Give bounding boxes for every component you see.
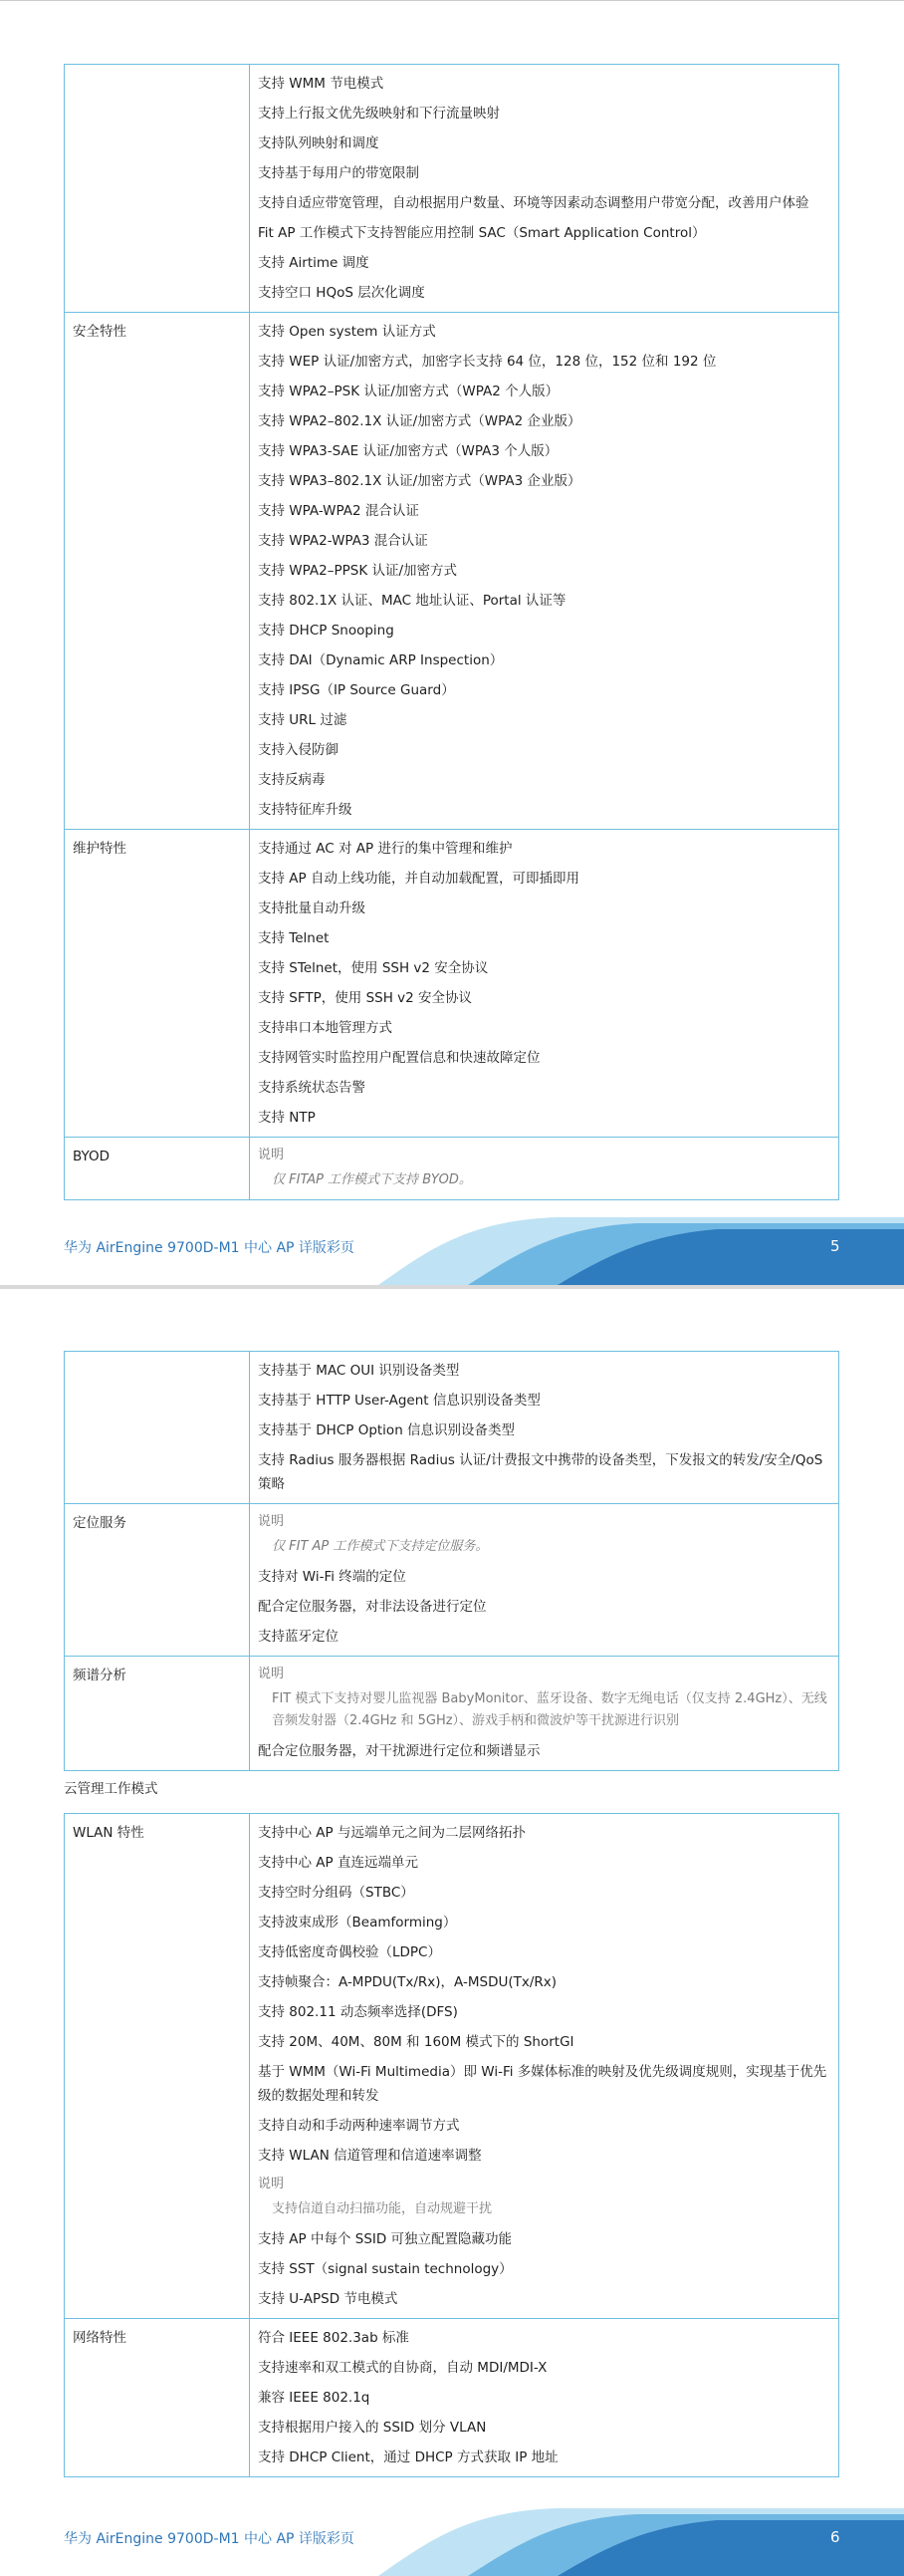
feature-line: 支持通过 AC 对 AP 进行的集中管理和维护 [258,841,513,857]
note-text: 仅 FITAP 工作模式下支持 BYOD。 [272,1172,472,1187]
row-label: 定位服务 [65,1504,250,1657]
row-label [65,1352,250,1504]
table-row [65,1814,839,2319]
feature-line: 支持上行报文优先级映射和下行流量映射 [258,106,500,122]
feature-line: 支持自动和手动两种速率调节方式 [258,2118,460,2134]
feature-line: 支持 SFTP，使用 SSH v2 安全协议 [258,990,473,1006]
feature-line: 支持对 Wi-Fi 终端的定位 [258,1569,406,1585]
feature-line: 支持根据用户接入的 SSID 划分 VLAN [258,2420,487,2436]
row-content [250,1657,839,1771]
row-label: BYOD [65,1138,250,1200]
feature-line: 支持特征库升级 [258,802,352,818]
feature-line: 支持基于 MAC OUI 识别设备类型 [258,1363,460,1379]
note-title: 说明 [258,2177,285,2191]
feature-line: 支持 Open system 认证方式 [258,324,436,340]
footer-title: 华为 AirEngine 9700D-M1 中心 AP 详版彩页 [64,2531,354,2547]
feature-line: 基于 WMM（Wi-Fi Multimedia）即 Wi-Fi 多媒体标准的映射及优先级调度规则，实现基于优先级的数据处理和转发 [258,2064,827,2104]
feature-line: 支持 WPA3-SAE 认证/加密方式（WPA3 个人版） [258,443,559,459]
feature-line: 支持低密度奇偶校验（LDPC） [258,1944,441,1960]
page-number: 6 [830,2528,840,2546]
table-row [65,1504,839,1657]
feature-line: 支持 IPSG（IP Source Guard） [258,682,455,698]
feature-line: 支持 STelnet，使用 SSH v2 安全协议 [258,960,489,976]
feature-line: 支持 NTP [258,1110,316,1126]
row-content [250,1352,839,1504]
feature-line: 支持 DHCP Snooping [258,623,394,639]
feature-line: 支持蓝牙定位 [258,1629,339,1645]
footer-title: 华为 AirEngine 9700D-M1 中心 AP 详版彩页 [64,1240,354,1256]
feature-line: 支持中心 AP 直连远端单元 [258,1855,418,1871]
feature-line: 支持 WPA2–PPSK 认证/加密方式 [258,563,458,579]
note-title: 说明 [258,1514,285,1529]
spec-table-page5 [64,64,839,1200]
row-content [250,1504,839,1657]
feature-line: 支持基于每用户的带宽限制 [258,165,419,181]
page-footer [0,1215,904,1285]
page-number: 5 [830,1237,840,1255]
row-label: WLAN 特性 [65,1814,250,2319]
row-content [250,313,839,830]
page-footer [0,2506,904,2576]
page-top-border [0,0,904,1]
feature-line: 支持系统状态告警 [258,1080,365,1096]
feature-line: 支持 Airtime 调度 [258,255,369,271]
feature-line: 支持 WEP 认证/加密方式，加密字长支持 64 位，128 位，152 位和 192 位 [258,354,717,370]
row-content [250,830,839,1138]
feature-line: 支持 DHCP Client，通过 DHCP 方式获取 IP 地址 [258,2449,559,2465]
feature-line: 支持基于 DHCP Option 信息识别设备类型 [258,1422,516,1438]
section-title: 云管理工作模式 [64,1781,158,1797]
note-text: FIT 模式下支持对婴儿监视器 BabyMonitor、蓝牙设备、数字无绳电话（仅支持 2.4GHz）、无线音频发射器（2.4GHz 和 5GHz）、游戏手柄和微波炉等干扰源进行识别 [272,1691,827,1728]
feature-line: 支持入侵防御 [258,742,339,758]
feature-line: 支持中心 AP 与远端单元之间为二层网络拓扑 [258,1825,526,1841]
row-content [250,2319,839,2477]
page-6 [0,1289,904,2576]
row-label [65,65,250,313]
feature-line: 支持 Radius 服务器根据 Radius 认证/计费报文中携带的设备类型，下发报文的转发/安全/QoS 策略 [258,1452,823,1492]
feature-line: 支持 AP 中每个 SSID 可独立配置隐藏功能 [258,2231,513,2247]
feature-line: 配合定位服务器，对非法设备进行定位 [258,1599,487,1615]
feature-line: 支持 U-APSD 节电模式 [258,2291,398,2307]
row-label: 安全特性 [65,313,250,830]
feature-line: 支持空时分组码（STBC） [258,1885,414,1901]
page-5 [0,0,904,1285]
feature-line: 支持 WPA2–PSK 认证/加密方式（WPA2 个人版） [258,384,560,399]
feature-line: 支持空口 HQoS 层次化调度 [258,285,425,301]
note-text: 仅 FIT AP 工作模式下支持定位服务。 [272,1539,489,1554]
table-row [65,65,839,313]
note-title: 说明 [258,1667,285,1681]
row-content [250,1814,839,2319]
spec-table-page6-top [64,1351,839,1771]
feature-line: 支持自适应带宽管理，自动根据用户数量、环境等因素动态调整用户带宽分配，改善用户体验 [258,195,809,211]
spec-table-page6-bottom [64,1813,839,2477]
row-content [250,65,839,313]
feature-line: 支持 WMM 节电模式 [258,76,384,92]
feature-line: 支持 WPA3–802.1X 认证/加密方式（WPA3 企业版） [258,473,581,489]
feature-line: Fit AP 工作模式下支持智能应用控制 SAC（Smart Application Control） [258,225,706,241]
feature-line: 支持 WPA2–802.1X 认证/加密方式（WPA2 企业版） [258,413,581,429]
table-row [65,2319,839,2477]
table-row [65,1657,839,1771]
feature-line: 支持 Telnet [258,930,330,946]
feature-line: 支持 WPA-WPA2 混合认证 [258,503,419,519]
feature-line: 支持 WPA2-WPA3 混合认证 [258,533,428,549]
note-text: 支持信道自动扫描功能，自动规避干扰 [272,2201,493,2216]
feature-line: 支持反病毒 [258,772,326,788]
feature-line: 支持批量自动升级 [258,901,365,916]
feature-line: 支持 802.1X 认证、MAC 地址认证、Portal 认证等 [258,593,566,609]
row-label: 频谱分析 [65,1657,250,1771]
feature-line: 支持 20M、40M、80M 和 160M 模式下的 ShortGI [258,2034,574,2050]
feature-line: 支持波束成形（Beamforming） [258,1915,457,1931]
feature-line: 支持基于 HTTP User-Agent 信息识别设备类型 [258,1393,541,1409]
feature-line: 支持 SST（signal sustain technology） [258,2261,513,2277]
row-label: 维护特性 [65,830,250,1138]
feature-line: 配合定位服务器，对干扰源进行定位和频谱显示 [258,1743,541,1759]
table-row [65,1138,839,1200]
feature-line: 支持帧聚合：A-MPDU(Tx/Rx)，A-MSDU(Tx/Rx) [258,1974,558,1990]
row-label: 网络特性 [65,2319,250,2477]
table-row [65,1352,839,1504]
feature-line: 支持 802.11 动态频率选择(DFS) [258,2004,458,2020]
feature-line: 支持网管实时监控用户配置信息和快速故障定位 [258,1050,541,1066]
feature-line: 支持 URL 过滤 [258,712,347,728]
row-content [250,1138,839,1200]
table-row [65,830,839,1138]
feature-line: 支持串口本地管理方式 [258,1020,392,1036]
feature-line: 符合 IEEE 802.3ab 标准 [258,2330,409,2346]
feature-line: 兼容 IEEE 802.1q [258,2390,370,2406]
feature-line: 支持 DAI（Dynamic ARP Inspection） [258,652,504,668]
feature-line: 支持队列映射和调度 [258,135,379,151]
note-title: 说明 [258,1148,285,1162]
feature-line: 支持 AP 自动上线功能，并自动加载配置，可即插即用 [258,871,579,887]
table-row [65,313,839,830]
feature-line: 支持速率和双工模式的自协商，自动 MDI/MDI-X [258,2360,548,2376]
feature-line: 支持 WLAN 信道管理和信道速率调整 [258,2148,482,2164]
